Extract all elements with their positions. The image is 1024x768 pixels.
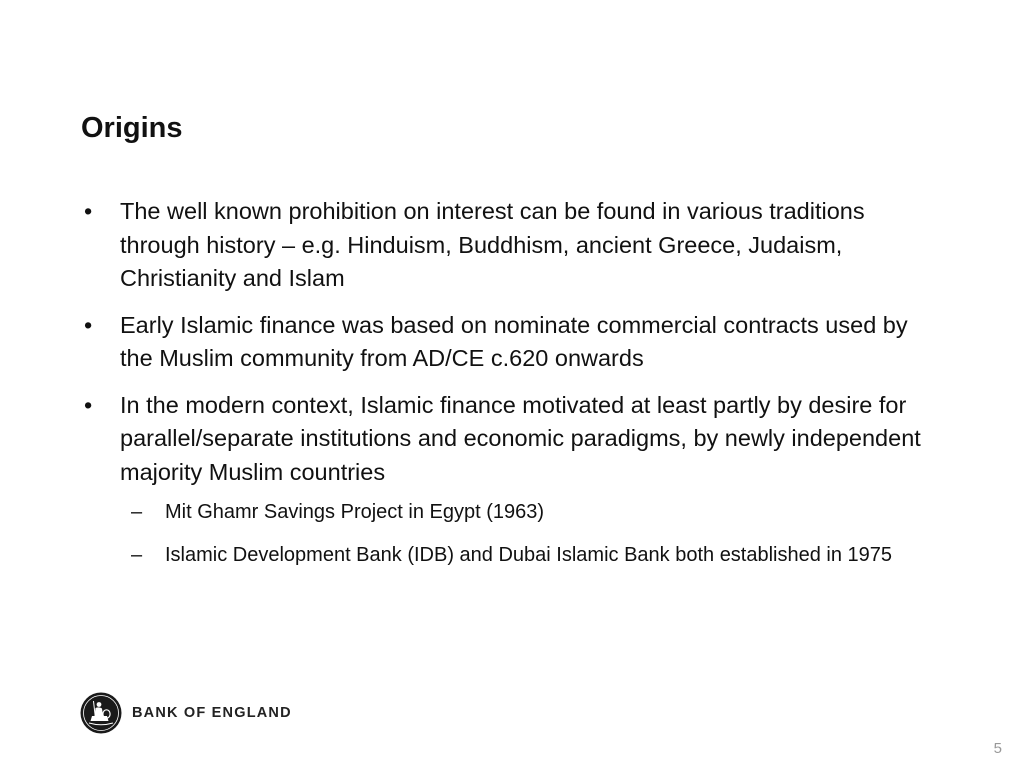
bank-of-england-logo: [80, 692, 292, 734]
subbullet-marker: –: [131, 543, 143, 566]
subbullet-item: [120, 497, 941, 528]
logo-text: BANK OF ENGLAND: [132, 705, 292, 721]
subbullet-item: [120, 540, 941, 571]
page-number: 5: [993, 740, 1002, 757]
subbullet-marker: –: [131, 501, 143, 523]
bullet-text: The well known prohibition on interest can be found in various traditions through history – e.g. Hinduism, Buddhism, ancient Greece, Judaism, Christianity and Islam: [120, 198, 865, 291]
bullet-marker: •: [84, 311, 93, 338]
bullet-text: Early Islamic finance was based on nominate commercial contracts used by the Muslim community from AD/CE c.620 onwards: [120, 311, 908, 371]
bullet-item: [81, 309, 941, 376]
bullet-marker: •: [84, 391, 93, 418]
subbullet-text: Islamic Development Bank (IDB) and Dubai Islamic Bank both established in 1975: [165, 543, 893, 566]
bullet-list: [81, 195, 941, 583]
subbullet-list: [120, 497, 941, 570]
bullet-item: [81, 389, 941, 571]
bullet-marker: •: [84, 198, 93, 224]
subbullet-text: Mit Ghamr Savings Project in Egypt (1963): [165, 501, 545, 523]
slide-title: Origins: [81, 112, 183, 144]
bullet-text: In the modern context, Islamic finance motivated at least partly by desire for parallel/separate institutions and economic paradigms, by newly independent majority Muslim countries: [120, 391, 921, 485]
bullet-item: [81, 195, 941, 296]
britannia-seal-icon: [80, 692, 122, 734]
